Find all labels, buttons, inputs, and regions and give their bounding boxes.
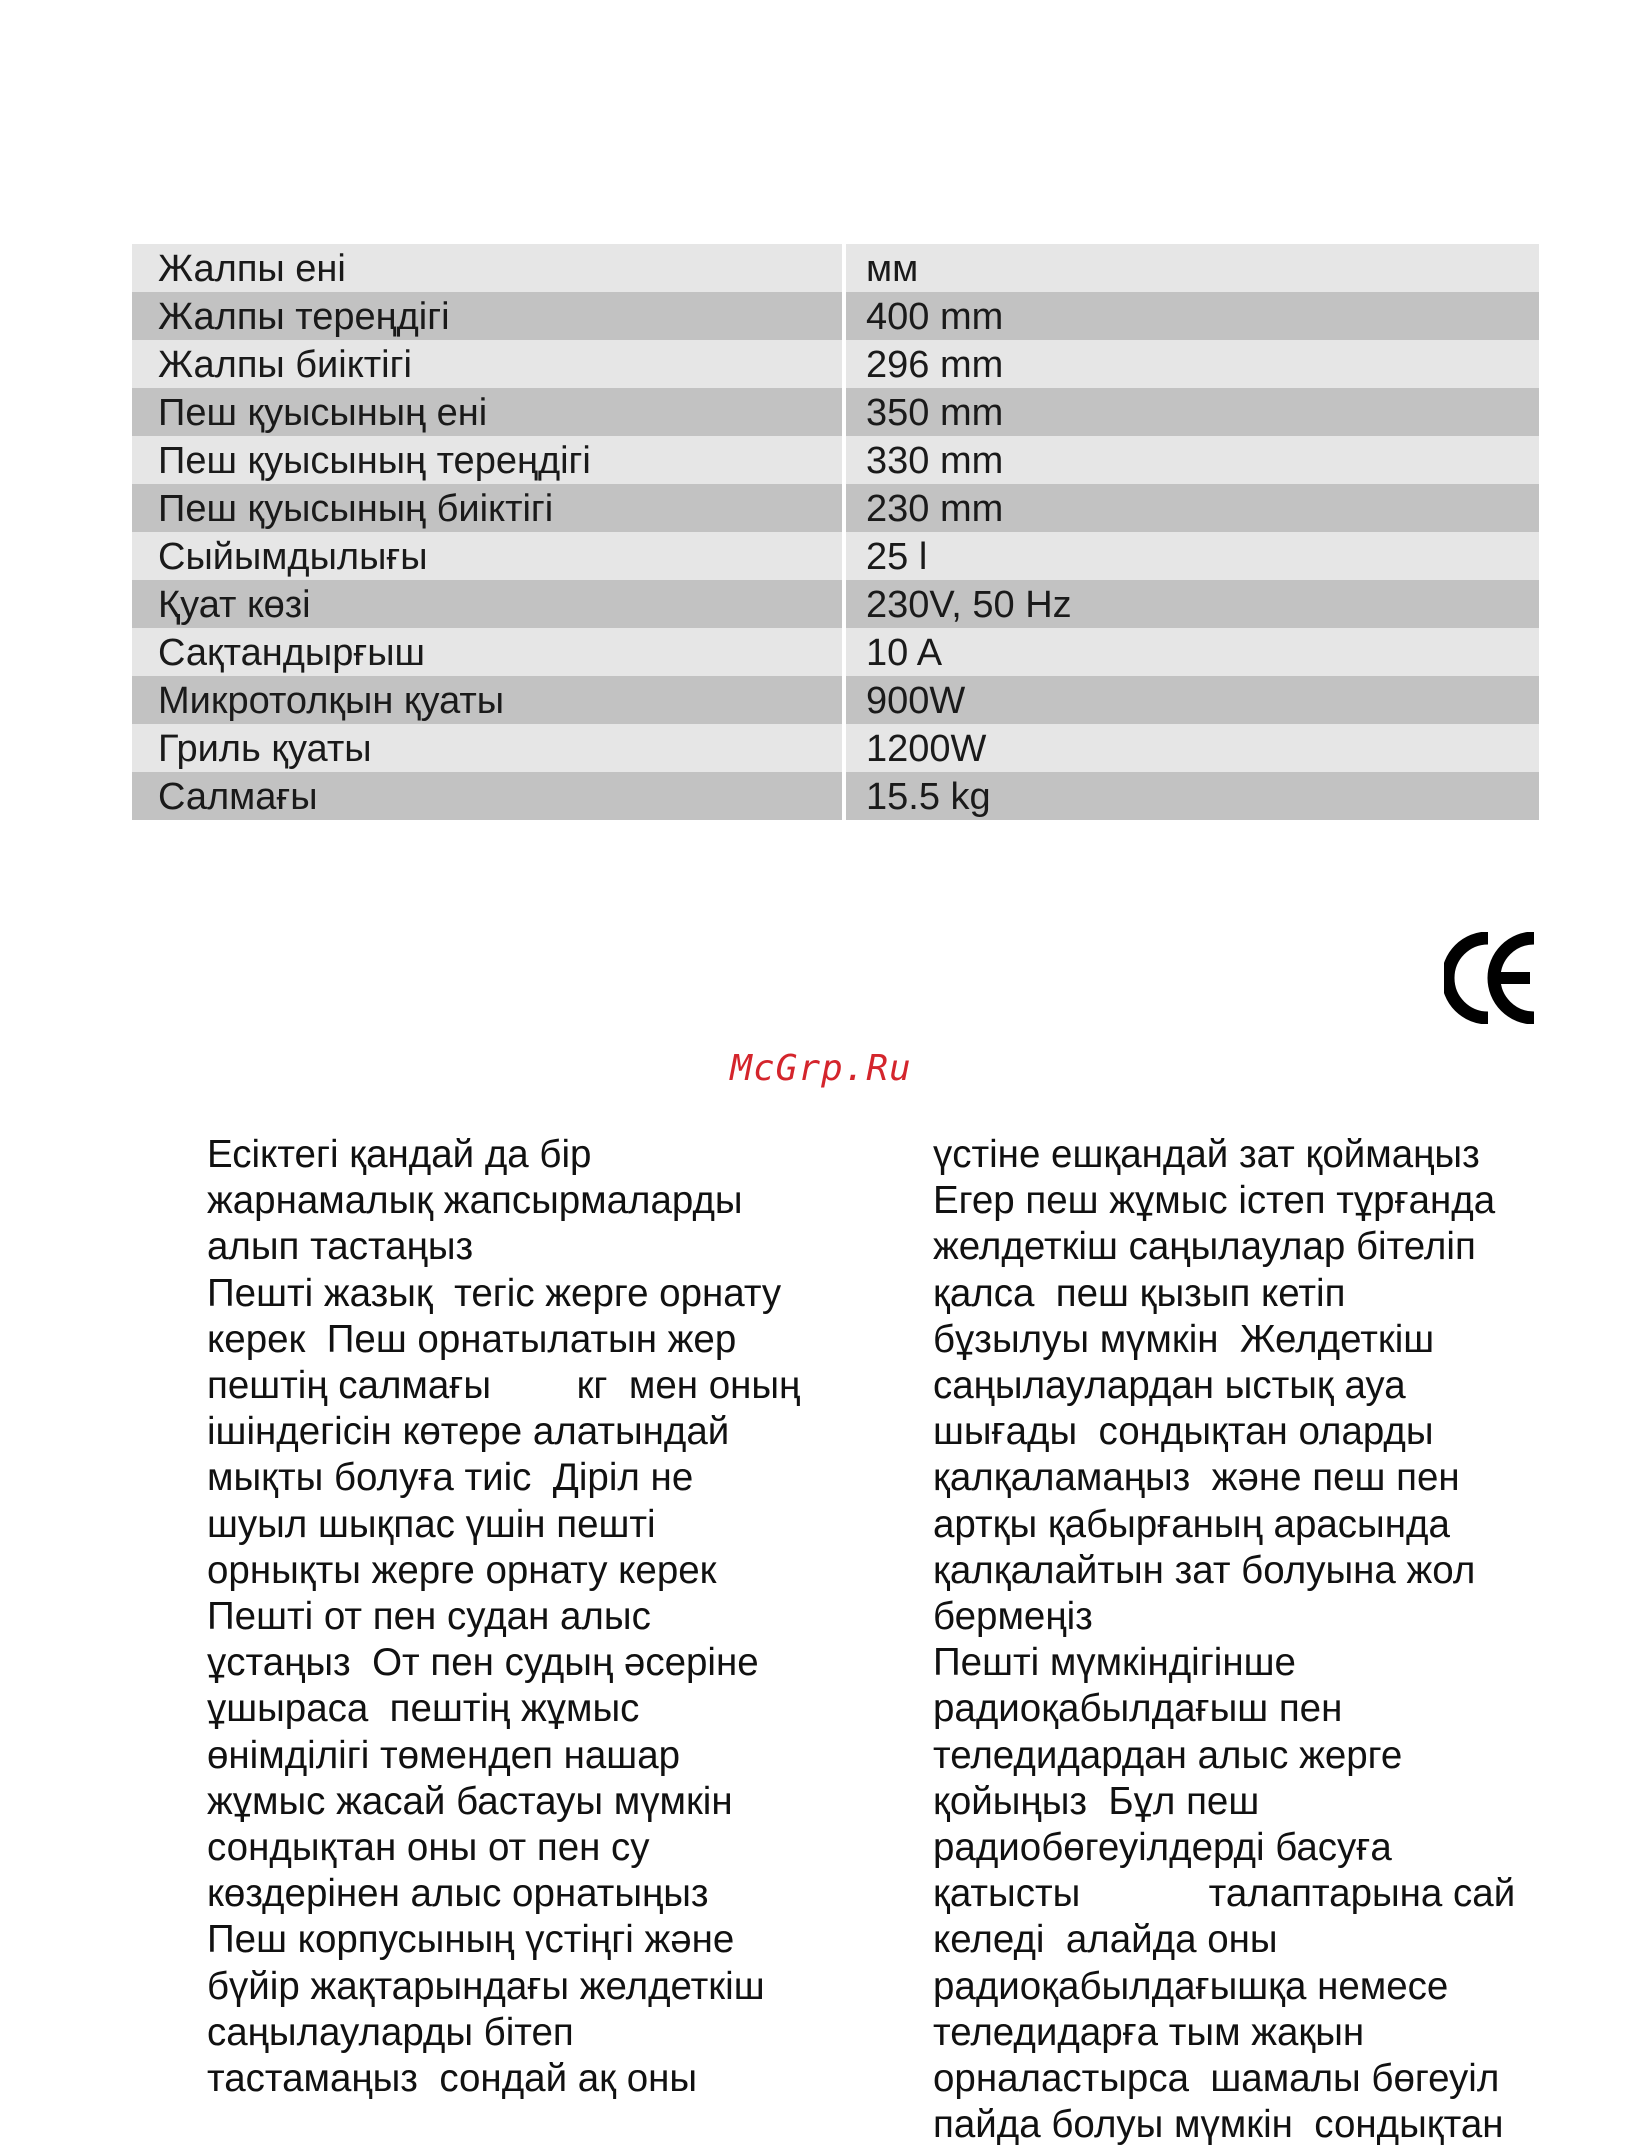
text-line: үстіне ешқандай зат қоймаңыз [933, 1133, 1480, 1176]
text-line: орналастырса шамалы бөгеуіл [933, 2057, 1500, 2101]
text-line: артқы қабырғаның арасында [933, 1502, 1450, 1546]
text-line: қалса пеш қызып кетіп [933, 1271, 1346, 1315]
spec-row [132, 628, 1539, 676]
instructions-right-column [933, 1132, 1633, 2148]
text-line: радиобөгеуілдерді басуға [933, 1826, 1392, 1870]
spec-value: 25 l [846, 532, 1539, 580]
text-line: ұстаңыз От пен судың әсеріне [207, 1641, 759, 1685]
spec-row [132, 292, 1539, 340]
text-line: қалқаламаңыз және пеш пен [933, 1456, 1460, 1500]
text-line: теледидардан алыс жерге [933, 1733, 1403, 1777]
text-line: тастамаңыз сондай ақ оны [207, 2057, 698, 2101]
text-line: шығады сондықтан оларды [933, 1410, 1434, 1454]
spec-label: Салмағы [132, 772, 842, 820]
spec-label: Жалпы биіктігі [132, 340, 842, 388]
spec-label: Пеш қуысының ені [132, 388, 842, 436]
spec-row [132, 724, 1539, 772]
spec-label: Пеш қуысының тереңдігі [132, 436, 842, 484]
text-line: Егер пеш жұмыс істеп тұрғанда [933, 1179, 1496, 1223]
text-line: керек Пеш орнатылатын жер [207, 1317, 737, 1361]
spec-value: 10 A [846, 628, 1539, 676]
text-line: орнықты жерге орнату керек [207, 1548, 717, 1592]
text-line: бұзылуы мүмкін Желдеткіш [933, 1317, 1435, 1361]
spec-row [132, 436, 1539, 484]
text-line: жұмыс жасай бастауы мүмкін [207, 1779, 733, 1823]
spec-value: 330 mm [846, 436, 1539, 484]
text-line: желдеткіш саңылаулар бітеліп [933, 1225, 1476, 1269]
spec-value: 15.5 kg [846, 772, 1539, 820]
text-line: қатысты талаптарына сай [933, 1872, 1516, 1916]
ce-mark-icon [1444, 932, 1540, 1024]
text-line: пайда болуы мүмкін сондықтан [933, 2103, 1504, 2147]
text-line: мықты болуға тиіс Діріл не [207, 1456, 694, 1500]
text-line: алып тастаңыз [207, 1225, 474, 1269]
text-line: саңылауларды бітеп [207, 2010, 574, 2054]
spec-row [132, 676, 1539, 724]
spec-label: Гриль қуаты [132, 724, 842, 772]
spec-row [132, 580, 1539, 628]
spec-label: Жалпы тереңдігі [132, 292, 842, 340]
text-line: өнімділігі төмендеп нашар [207, 1733, 681, 1777]
text-line: ұшыраса пештің жұмыс [207, 1687, 640, 1731]
instructions-left-column [207, 1132, 847, 2102]
spec-label: Қуат көзі [132, 580, 842, 628]
spec-value: 350 mm [846, 388, 1539, 436]
text-line: сондықтан оны от пен су [207, 1826, 650, 1870]
text-line: радиоқабылдағыш пен [933, 1687, 1343, 1731]
watermark: McGrp.Ru [730, 1048, 912, 1089]
spec-value: 400 mm [846, 292, 1539, 340]
spec-row [132, 340, 1539, 388]
spec-row [132, 244, 1539, 292]
text-line: Пешті мүмкіндігінше [933, 1641, 1296, 1685]
spec-row [132, 388, 1539, 436]
text-line: келеді алайда оны [933, 1918, 1278, 1962]
text-line: радиоқабылдағышқа немесе [933, 1964, 1449, 2008]
text-line: көздерінен алыс орнатыңыз [207, 1872, 709, 1916]
spec-label: Микротолқын қуаты [132, 676, 842, 724]
text-line: пештің салмағы кг мен оның [207, 1364, 801, 1408]
text-line: қойыңыз Бұл пеш [933, 1779, 1260, 1823]
spec-value: 230V, 50 Hz [846, 580, 1539, 628]
specifications-table [132, 244, 1539, 820]
text-line: саңылаулардан ыстық ауа [933, 1364, 1406, 1408]
spec-value: 900W [846, 676, 1539, 724]
text-line: бермеңіз [933, 1595, 1093, 1639]
spec-value: 296 mm [846, 340, 1539, 388]
text-line: шуыл шықпас үшін пешті [207, 1502, 656, 1546]
spec-label: Сақтандырғыш [132, 628, 842, 676]
spec-label: Сыйымдылығы [132, 532, 842, 580]
text-line: Пешті жазық тегіс жерге орнату [207, 1271, 782, 1315]
spec-row [132, 484, 1539, 532]
spec-value: мм [846, 244, 1539, 292]
text-line: қалқалайтын зат болуына жол [933, 1548, 1476, 1592]
spec-label: Пеш қуысының биіктігі [132, 484, 842, 532]
spec-row [132, 772, 1539, 820]
text-line: Есіктегі қандай да бір [207, 1133, 592, 1176]
text-line: теледидарға тым жақын [933, 2010, 1365, 2054]
text-line: жарнамалық жапсырмаларды [207, 1179, 743, 1223]
text-line: бүйір жақтарындағы желдеткіш [207, 1964, 765, 2008]
spec-row [132, 532, 1539, 580]
text-line: ішіндегісін көтере алатындай [207, 1410, 730, 1454]
spec-label: Жалпы ені [132, 244, 842, 292]
text-line: Пеш корпусының үстіңгі және [207, 1918, 735, 1962]
text-line: Пешті от пен судан алыс [207, 1595, 651, 1639]
spec-value: 1200W [846, 724, 1539, 772]
spec-value: 230 mm [846, 484, 1539, 532]
